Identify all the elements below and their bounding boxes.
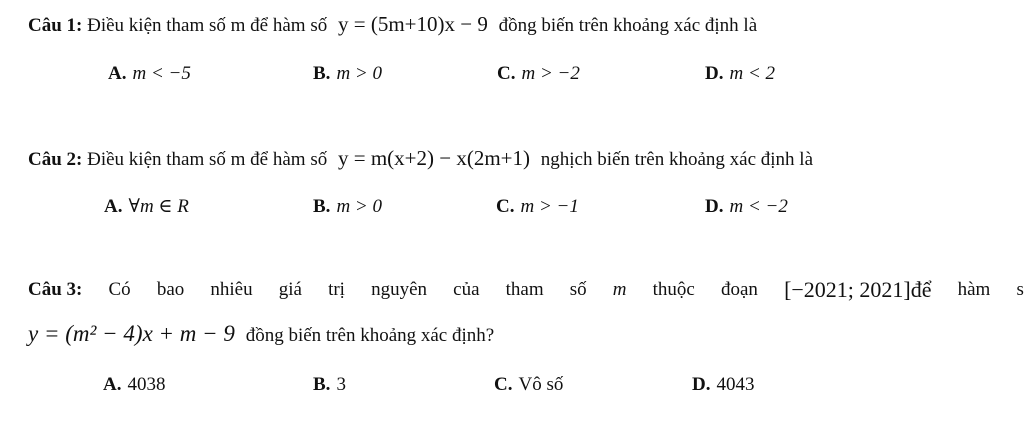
option-letter: C. — [494, 374, 513, 395]
question-1-formula: y = (5m+10)x − 9 — [337, 12, 488, 36]
option-letter: C. — [496, 196, 515, 217]
question-3-tail: đồng biến trên khoảng xác định? — [245, 325, 495, 346]
question-2-label: Câu 2: — [28, 149, 83, 170]
question-3-label: Câu 3: — [28, 279, 83, 300]
option-letter: C. — [497, 63, 516, 84]
question-2-option-c — [496, 195, 579, 219]
option-letter: B. — [313, 63, 331, 84]
question-2-option-a — [104, 195, 189, 219]
question-3-word: m — [612, 279, 627, 300]
question-3-line — [28, 278, 1024, 302]
question-3-option-c — [494, 373, 563, 397]
question-2-option-d — [705, 195, 788, 219]
question-3-word: trị — [328, 279, 345, 300]
option-value: m < 2 — [729, 63, 776, 84]
option-value: Vô số — [518, 374, 564, 395]
question-3-word: nhiêu — [210, 279, 253, 300]
option-value: m > −1 — [520, 196, 579, 217]
question-3-formula-line — [28, 322, 494, 348]
question-3-word: s — [1016, 279, 1024, 300]
option-letter: A. — [104, 196, 123, 217]
option-value: 4038 — [127, 374, 166, 395]
option-value: m < −5 — [132, 63, 191, 84]
question-3-word: số — [569, 279, 587, 300]
question-2-stem: Điều kiện tham số m để hàm số — [87, 149, 328, 170]
question-3-word: tham — [505, 279, 544, 300]
question-1-tail: đồng biến trên khoảng xác định là — [498, 15, 758, 36]
question-1-option-d — [705, 62, 775, 86]
question-3-word: nguyên — [371, 279, 428, 300]
option-value: ∀m ∈ R — [128, 196, 189, 217]
option-value: m > 0 — [336, 63, 382, 84]
question-1-label: Câu 1: — [28, 15, 83, 36]
option-letter: D. — [705, 63, 724, 84]
question-3-word: thuộc — [652, 279, 695, 300]
question-3-interval: [−2021; 2021]để — [784, 277, 932, 302]
option-value: m < −2 — [729, 196, 788, 217]
option-letter: A. — [103, 374, 122, 395]
question-1-line — [28, 12, 757, 38]
option-letter: A. — [108, 63, 127, 84]
option-value: m > −2 — [521, 63, 580, 84]
question-1-option-c — [497, 62, 580, 86]
question-2-formula: y = m(x+2) − x(2m+1) — [337, 146, 530, 170]
question-3-word: bao — [156, 279, 185, 300]
question-2-line — [28, 146, 813, 172]
option-letter: B. — [313, 374, 331, 395]
option-letter: B. — [313, 196, 331, 217]
question-3-word: giá — [278, 279, 302, 300]
question-3-word: Có — [108, 279, 131, 300]
question-1-option-b — [313, 62, 382, 86]
question-1-option-a — [108, 62, 191, 86]
question-3-option-d — [692, 373, 754, 397]
option-value: m > 0 — [336, 196, 382, 217]
question-2-option-b — [313, 195, 382, 219]
question-3-option-a — [103, 373, 165, 397]
question-3-word: hàm — [957, 279, 991, 300]
question-3-formula: y = (m² − 4)x + m − 9 — [28, 321, 235, 346]
option-value: 4043 — [716, 374, 755, 395]
question-3-word: đoạn — [721, 279, 758, 300]
option-letter: D. — [692, 374, 711, 395]
option-value: 3 — [336, 374, 346, 395]
question-2-tail: nghịch biến trên khoảng xác định là — [540, 149, 814, 170]
option-letter: D. — [705, 196, 724, 217]
question-3-option-b — [313, 373, 346, 397]
question-1-stem: Điều kiện tham số m để hàm số — [87, 15, 328, 36]
question-3-word: của — [453, 279, 480, 300]
